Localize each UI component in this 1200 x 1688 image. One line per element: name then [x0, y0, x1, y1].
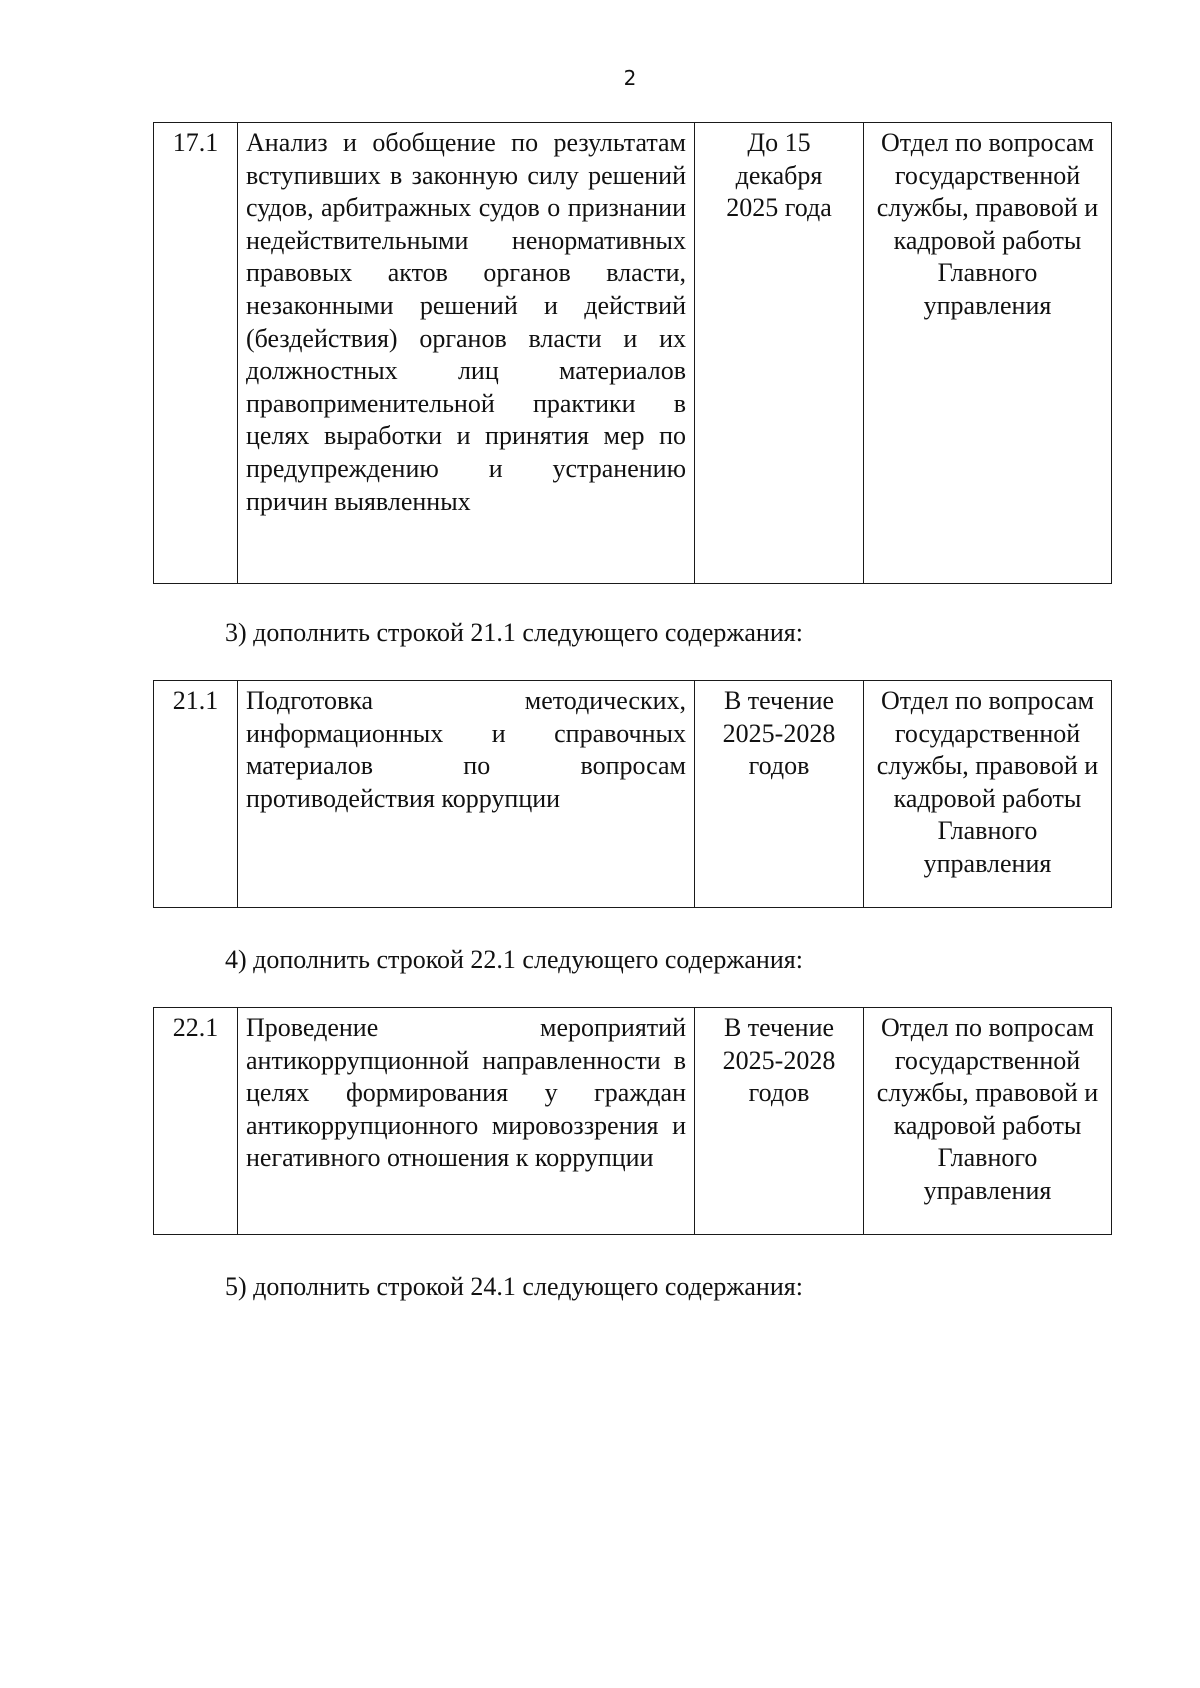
row-responsible-cell: Отдел по вопросам государственной службы, правовой и кадровой работы Главного управления: [864, 1008, 1112, 1235]
term-line: годов: [748, 751, 810, 781]
table-row: [154, 1008, 1112, 1235]
term-line: 2025 года: [726, 193, 832, 223]
row-responsible-cell: Отдел по вопросам государственной службы, правовой и кадровой работы Главного управления: [864, 681, 1112, 908]
term-line: годов: [748, 1078, 810, 1108]
amendment-instruction: 3) дополнить строкой 21.1 следующего содержания:: [225, 618, 803, 647]
row-number-cell: 22.1: [154, 1008, 238, 1235]
table-row-21-1: [153, 680, 1112, 908]
term-line: 2025-2028: [722, 718, 836, 748]
term-line: декабря: [735, 160, 823, 190]
row-term-cell: [695, 1008, 864, 1235]
table-row-17-1: [153, 122, 1112, 584]
term-line: В течение: [723, 1013, 835, 1042]
table-row: [154, 681, 1112, 908]
row-description-cell: Анализ и обобщение по результатам вступивших в законную силу решений судов, арбитражных судов о признании недействительными ненормативных правовых актов органов власти, незаконными решений и действий (бездействия) органов власти и их должностных лиц материалов правоприменительной практики в целях выработки и принятия мер по предупреждению и устранению причин выявленных: [238, 123, 695, 584]
table-row-22-1: [153, 1007, 1112, 1235]
row-responsible-cell: Отдел по вопросам государственной службы, правовой и кадровой работы Главного управления: [864, 123, 1112, 584]
row-term-cell: [695, 681, 864, 908]
page-number: 2: [623, 66, 637, 90]
row-description-cell: Проведение мероприятий антикоррупционной направленности в целях формирования у граждан антикоррупционного мировоззрения и негативного отношения к коррупции: [238, 1008, 695, 1235]
table-row: [154, 123, 1112, 584]
row-number-cell: 17.1: [154, 123, 238, 584]
row-term-cell: [695, 123, 864, 584]
term-line: 2025-2028: [722, 1045, 836, 1075]
term-line: До 15: [747, 128, 811, 157]
amendment-instruction: 5) дополнить строкой 24.1 следующего содержания:: [225, 1272, 803, 1301]
amendment-instruction: 4) дополнить строкой 22.1 следующего содержания:: [225, 945, 803, 974]
row-number-cell: 21.1: [154, 681, 238, 908]
row-description-cell: Подготовка методических, информационных и справочных материалов по вопросам противодействия коррупции: [238, 681, 695, 908]
term-line: В течение: [723, 686, 835, 715]
